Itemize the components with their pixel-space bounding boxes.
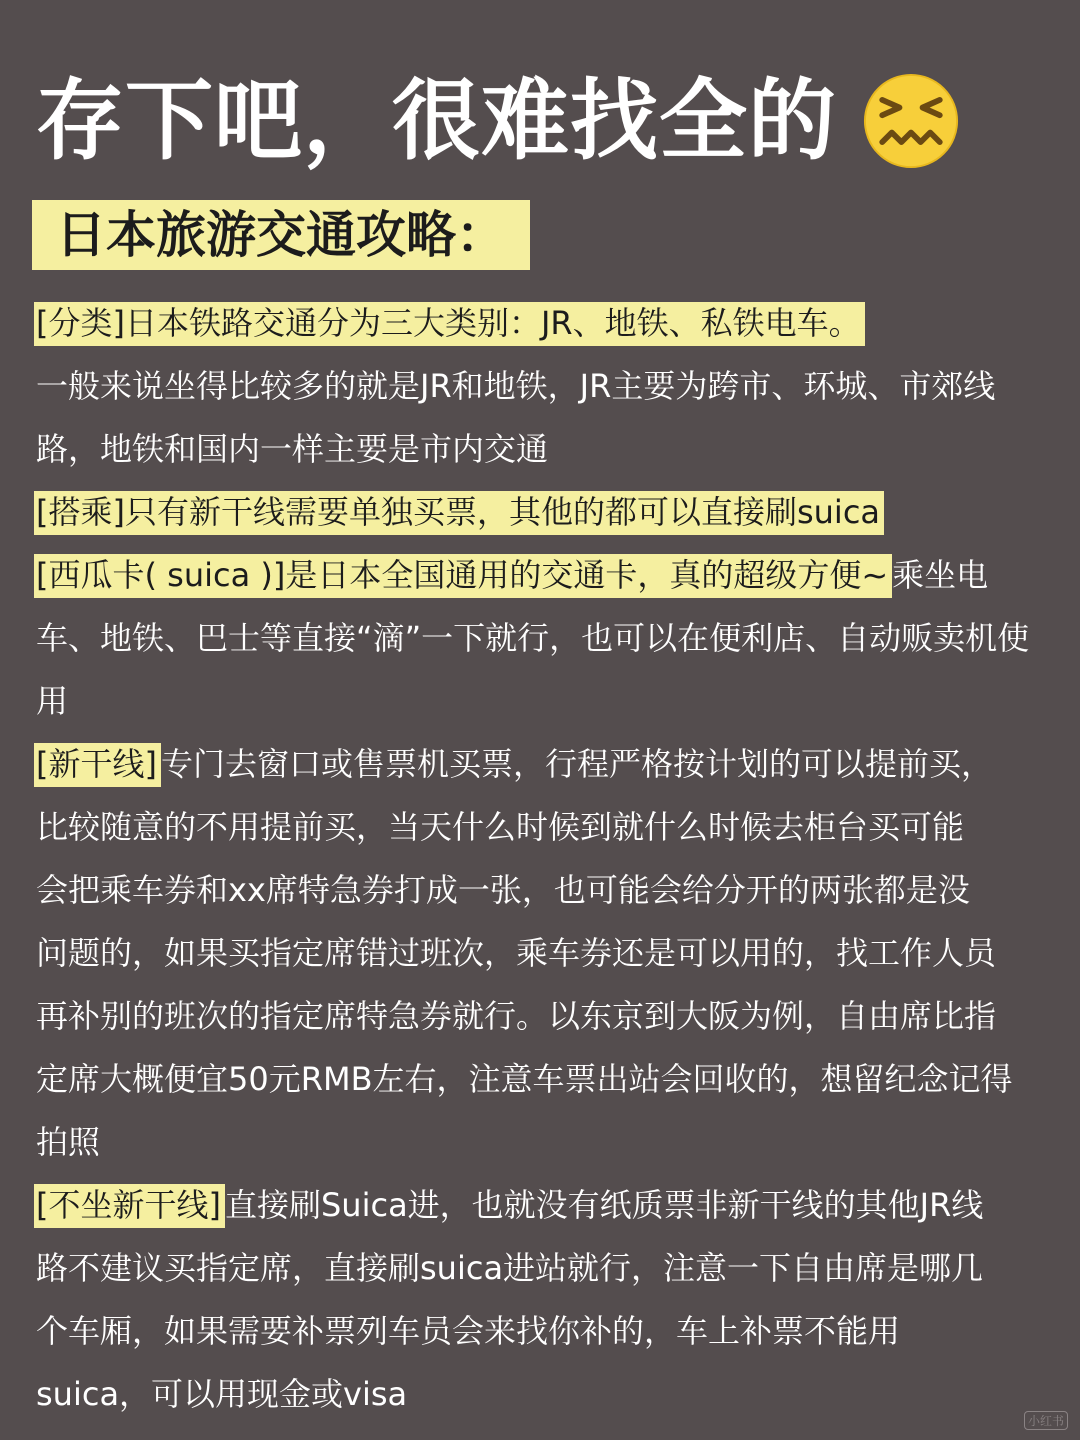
- body-line: 会把乘车券和xx席特急券打成一张，也可能会给分开的两张都是没: [36, 871, 970, 909]
- subtitle-banner: 日本旅游交通攻略：: [32, 200, 530, 270]
- highlight-label: [新干线]: [34, 743, 161, 787]
- highlight-label: [分类]日本铁路交通分为三大类别：JR、地铁、私铁电车。: [34, 302, 865, 346]
- paragraph-boarding-header: [36, 481, 1051, 544]
- body-text-tail: 直接刷Suica进，也就没有纸质票非新干线的其他JR线: [224, 1186, 984, 1224]
- body-line: 路不建议买指定席，直接刷suica进站就行，注意一下自由席是哪几: [36, 1249, 984, 1287]
- article-body: [36, 292, 1051, 1426]
- body-line: 问题的，如果买指定席错过班次，乘车券还是可以用的，找工作人员: [36, 934, 997, 972]
- body-line: 个车厢，如果需要补票列车员会来找你补的，车上补票不能用: [36, 1312, 901, 1350]
- paragraph-no-shinkansen-header: [36, 1174, 1051, 1237]
- body-line: 路，地铁和国内一样主要是市内交通: [36, 430, 549, 468]
- highlight-label: [不坐新干线]: [34, 1184, 225, 1228]
- body-line: 再补别的班次的指定席特急券就行。以东京到大阪为例，自由席比指: [36, 997, 997, 1035]
- paragraph-classification-header: [36, 292, 1051, 355]
- confounded-face-icon: [863, 73, 959, 169]
- body-line: 定席大概便宜50元RMB左右，注意车票出站会回收的，想留纪念记得: [36, 1060, 1013, 1098]
- paragraph-shinkansen-header: [36, 733, 1051, 796]
- highlight-label: [西瓜卡( suica )]是日本全国通用的交通卡，真的超级方便~: [34, 554, 892, 598]
- body-line: 比较随意的不用提前买，当天什么时候到就什么时候去柜台买可能: [36, 808, 965, 846]
- body-line: suica，可以用现金或visa: [36, 1375, 408, 1413]
- title-row: [36, 56, 959, 186]
- body-text-tail: 乘坐电: [892, 556, 989, 594]
- body-line: 车、地铁、巴士等直接“滴”一下就行，也可以在便利店、自动贩卖机使: [36, 619, 1030, 657]
- body-line: 拍照: [36, 1123, 101, 1161]
- paragraph-suica-header: [36, 544, 1051, 607]
- body-text-tail: 专门去窗口或售票机买票，行程严格按计划的可以提前买，: [160, 745, 993, 783]
- body-line: 一般来说坐得比较多的就是JR和地铁，JR主要为跨市、环城、市郊线: [36, 367, 996, 405]
- highlight-label: [搭乘]只有新干线需要单独买票，其他的都可以直接刷suica: [34, 491, 884, 535]
- page-title: 存下吧，很难找全的: [36, 69, 838, 172]
- body-line: 用: [36, 682, 69, 720]
- watermark-logo: 小红书: [1024, 1411, 1068, 1430]
